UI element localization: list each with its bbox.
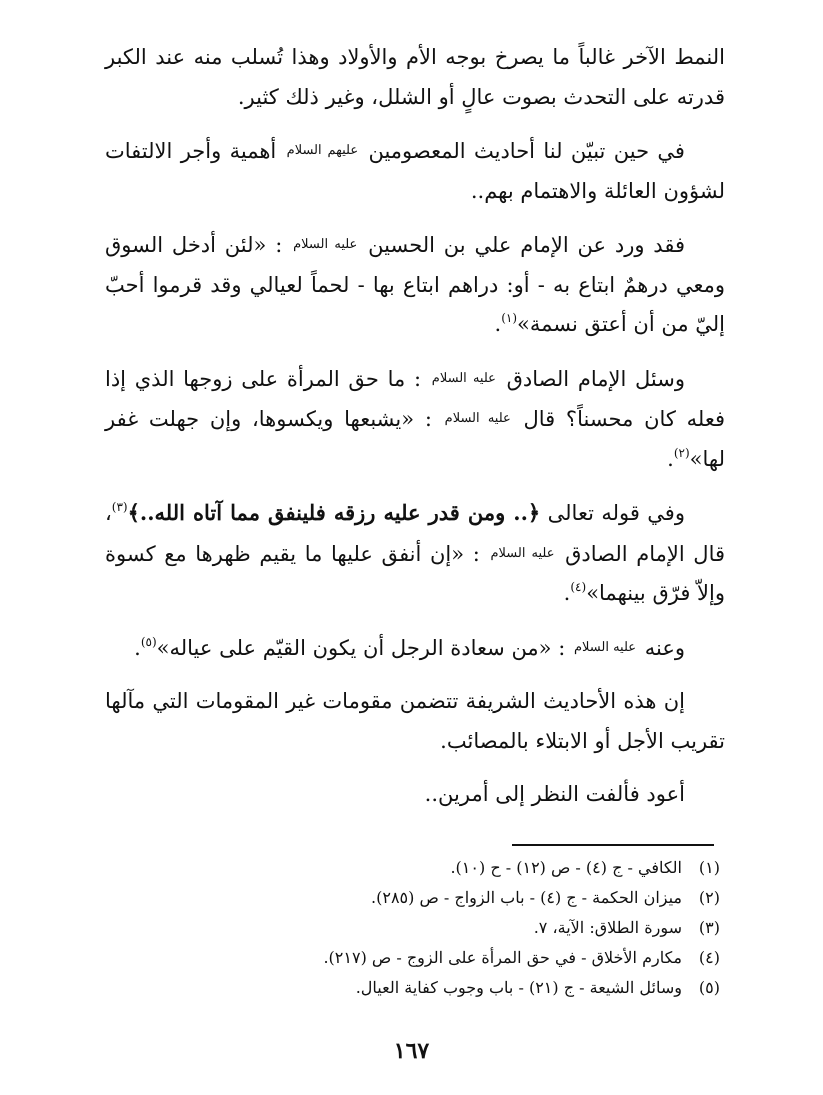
paragraph-4-text-a: وسئل الإمام الصادق bbox=[506, 366, 685, 391]
paragraph-5-text-b: ، قال الإمام الصادق bbox=[105, 501, 726, 566]
honorific-glyph: عليه السلام bbox=[444, 411, 511, 426]
paragraph-7-text: إن هذه الأحاديث الشريفة تتضمن مقومات غير المقومات التي مآلها تقريب الأجل أو الابتلاء بالمصائب. bbox=[105, 689, 725, 753]
paragraph-6-end: . bbox=[134, 635, 141, 660]
footnote-number: (٢) bbox=[698, 888, 720, 907]
paragraph-4 bbox=[105, 359, 725, 480]
footnote-number: (٤) bbox=[698, 948, 720, 967]
footnote-text: الكافي - ج (٤) - ص (١٢) - ح (١٠). bbox=[450, 858, 682, 877]
footnote-item bbox=[160, 853, 720, 883]
paragraph-6-text-b: : «من سعادة الرجل أن يكون القيّم على عياله» bbox=[156, 635, 566, 660]
paragraph-5-text-a: وفي قوله تعالى bbox=[547, 501, 685, 525]
paragraph-8-text: أعود فألفت النظر إلى أمرين.. bbox=[424, 782, 685, 806]
paragraph-2-text-before: في حين تبيّن لنا أحاديث المعصومين bbox=[368, 139, 685, 163]
paragraph-8 bbox=[105, 775, 725, 815]
paragraph-4-end: . bbox=[667, 446, 674, 471]
paragraph-2-text-after: أهمية وأجر الالتفات لشؤون العائلة والاهتمام بهم.. bbox=[105, 139, 725, 203]
footnote-text: ميزان الحكمة - ج (٤) - باب الزواج - ص (٢٨٥). bbox=[371, 888, 682, 907]
paragraph-3-end: . bbox=[494, 312, 502, 336]
footnote-divider bbox=[512, 844, 714, 846]
footnote-text: وسائل الشيعة - ج (٢١) - باب وجوب كفاية العيال. bbox=[355, 978, 682, 997]
honorific-glyph: عليه السلام bbox=[431, 370, 496, 386]
paragraph-3-text-before: فقد ورد عن الإمام علي بن الحسين bbox=[368, 233, 685, 257]
paragraph-5-text-c: : «إن أنفق عليها ما يقيم ظهرها مع كسوة وإلاّ فرّق بينهما» bbox=[105, 541, 725, 605]
honorific-glyph: عليه السلام bbox=[293, 237, 358, 252]
paragraph-4-text-b: : ما حق المرأة على زوجها الذي إذا فعله كان محسناً؟ قال bbox=[105, 366, 726, 431]
paragraph-5 bbox=[105, 493, 725, 614]
footnote-item bbox=[160, 943, 720, 973]
honorific-glyph: عليه السلام bbox=[490, 545, 555, 561]
paragraph-3-text-after: : «لئن أدخل السوق ومعي درهمٌ ابتاع به - أو: دراهم ابتاع بها - لحماً لعيالي وقد قرموا أحبّ إليّ من أن أعتق نسمة» bbox=[105, 233, 725, 336]
honorific-glyph: عليه السلام bbox=[573, 639, 637, 655]
footnote-ref-1: (١) bbox=[501, 311, 518, 325]
paragraph-6-text-a: وعنه bbox=[644, 635, 685, 660]
footnote-item bbox=[160, 913, 720, 943]
paragraph-2 bbox=[105, 131, 725, 211]
paragraph-1 bbox=[105, 38, 725, 117]
footnote-text: سورة الطلاق: الآية، ٧. bbox=[533, 918, 682, 937]
footnote-number: (٣) bbox=[698, 918, 720, 937]
footnotes-list bbox=[160, 853, 720, 1003]
paragraph-5-end: . bbox=[563, 581, 571, 605]
paragraph-1-text: النمط الآخر غالباً ما يصرخ بوجه الأم والأولاد وهذا تُسلب منه عند الكبر قدرته على التحدث بصوت عالٍ أو الشلل، وغير ذلك كثير. bbox=[105, 45, 725, 109]
quran-verse: ﴿.. ومن قدر عليه رزقه فلينفق مما آتاه الله..﴾ bbox=[127, 500, 541, 525]
footnote-ref-4: (٤) bbox=[570, 580, 587, 594]
footnote-text: مكارم الأخلاق - في حق المرأة على الزوج - ص (٢١٧). bbox=[323, 948, 682, 967]
footnote-ref-3: (٣) bbox=[111, 500, 128, 514]
paragraph-6 bbox=[105, 628, 725, 669]
paragraph-7 bbox=[105, 682, 725, 761]
paragraph-3 bbox=[105, 225, 725, 345]
main-text bbox=[105, 38, 725, 815]
footnote-number: (١) bbox=[698, 858, 720, 877]
footnote-item bbox=[160, 883, 720, 913]
footnote-number: (٥) bbox=[698, 978, 720, 997]
footnote-ref-2: (٢) bbox=[673, 445, 690, 460]
footnote-item bbox=[160, 973, 720, 1003]
paragraph-4-text-c: : «يشبعها ويكسوها، وإن جهلت غفر لها» bbox=[105, 407, 725, 471]
page-number: ١٦٧ bbox=[393, 1038, 430, 1064]
honorific-glyph: عليهم السلام bbox=[286, 143, 359, 158]
footnote-ref-5: (٥) bbox=[140, 634, 157, 649]
